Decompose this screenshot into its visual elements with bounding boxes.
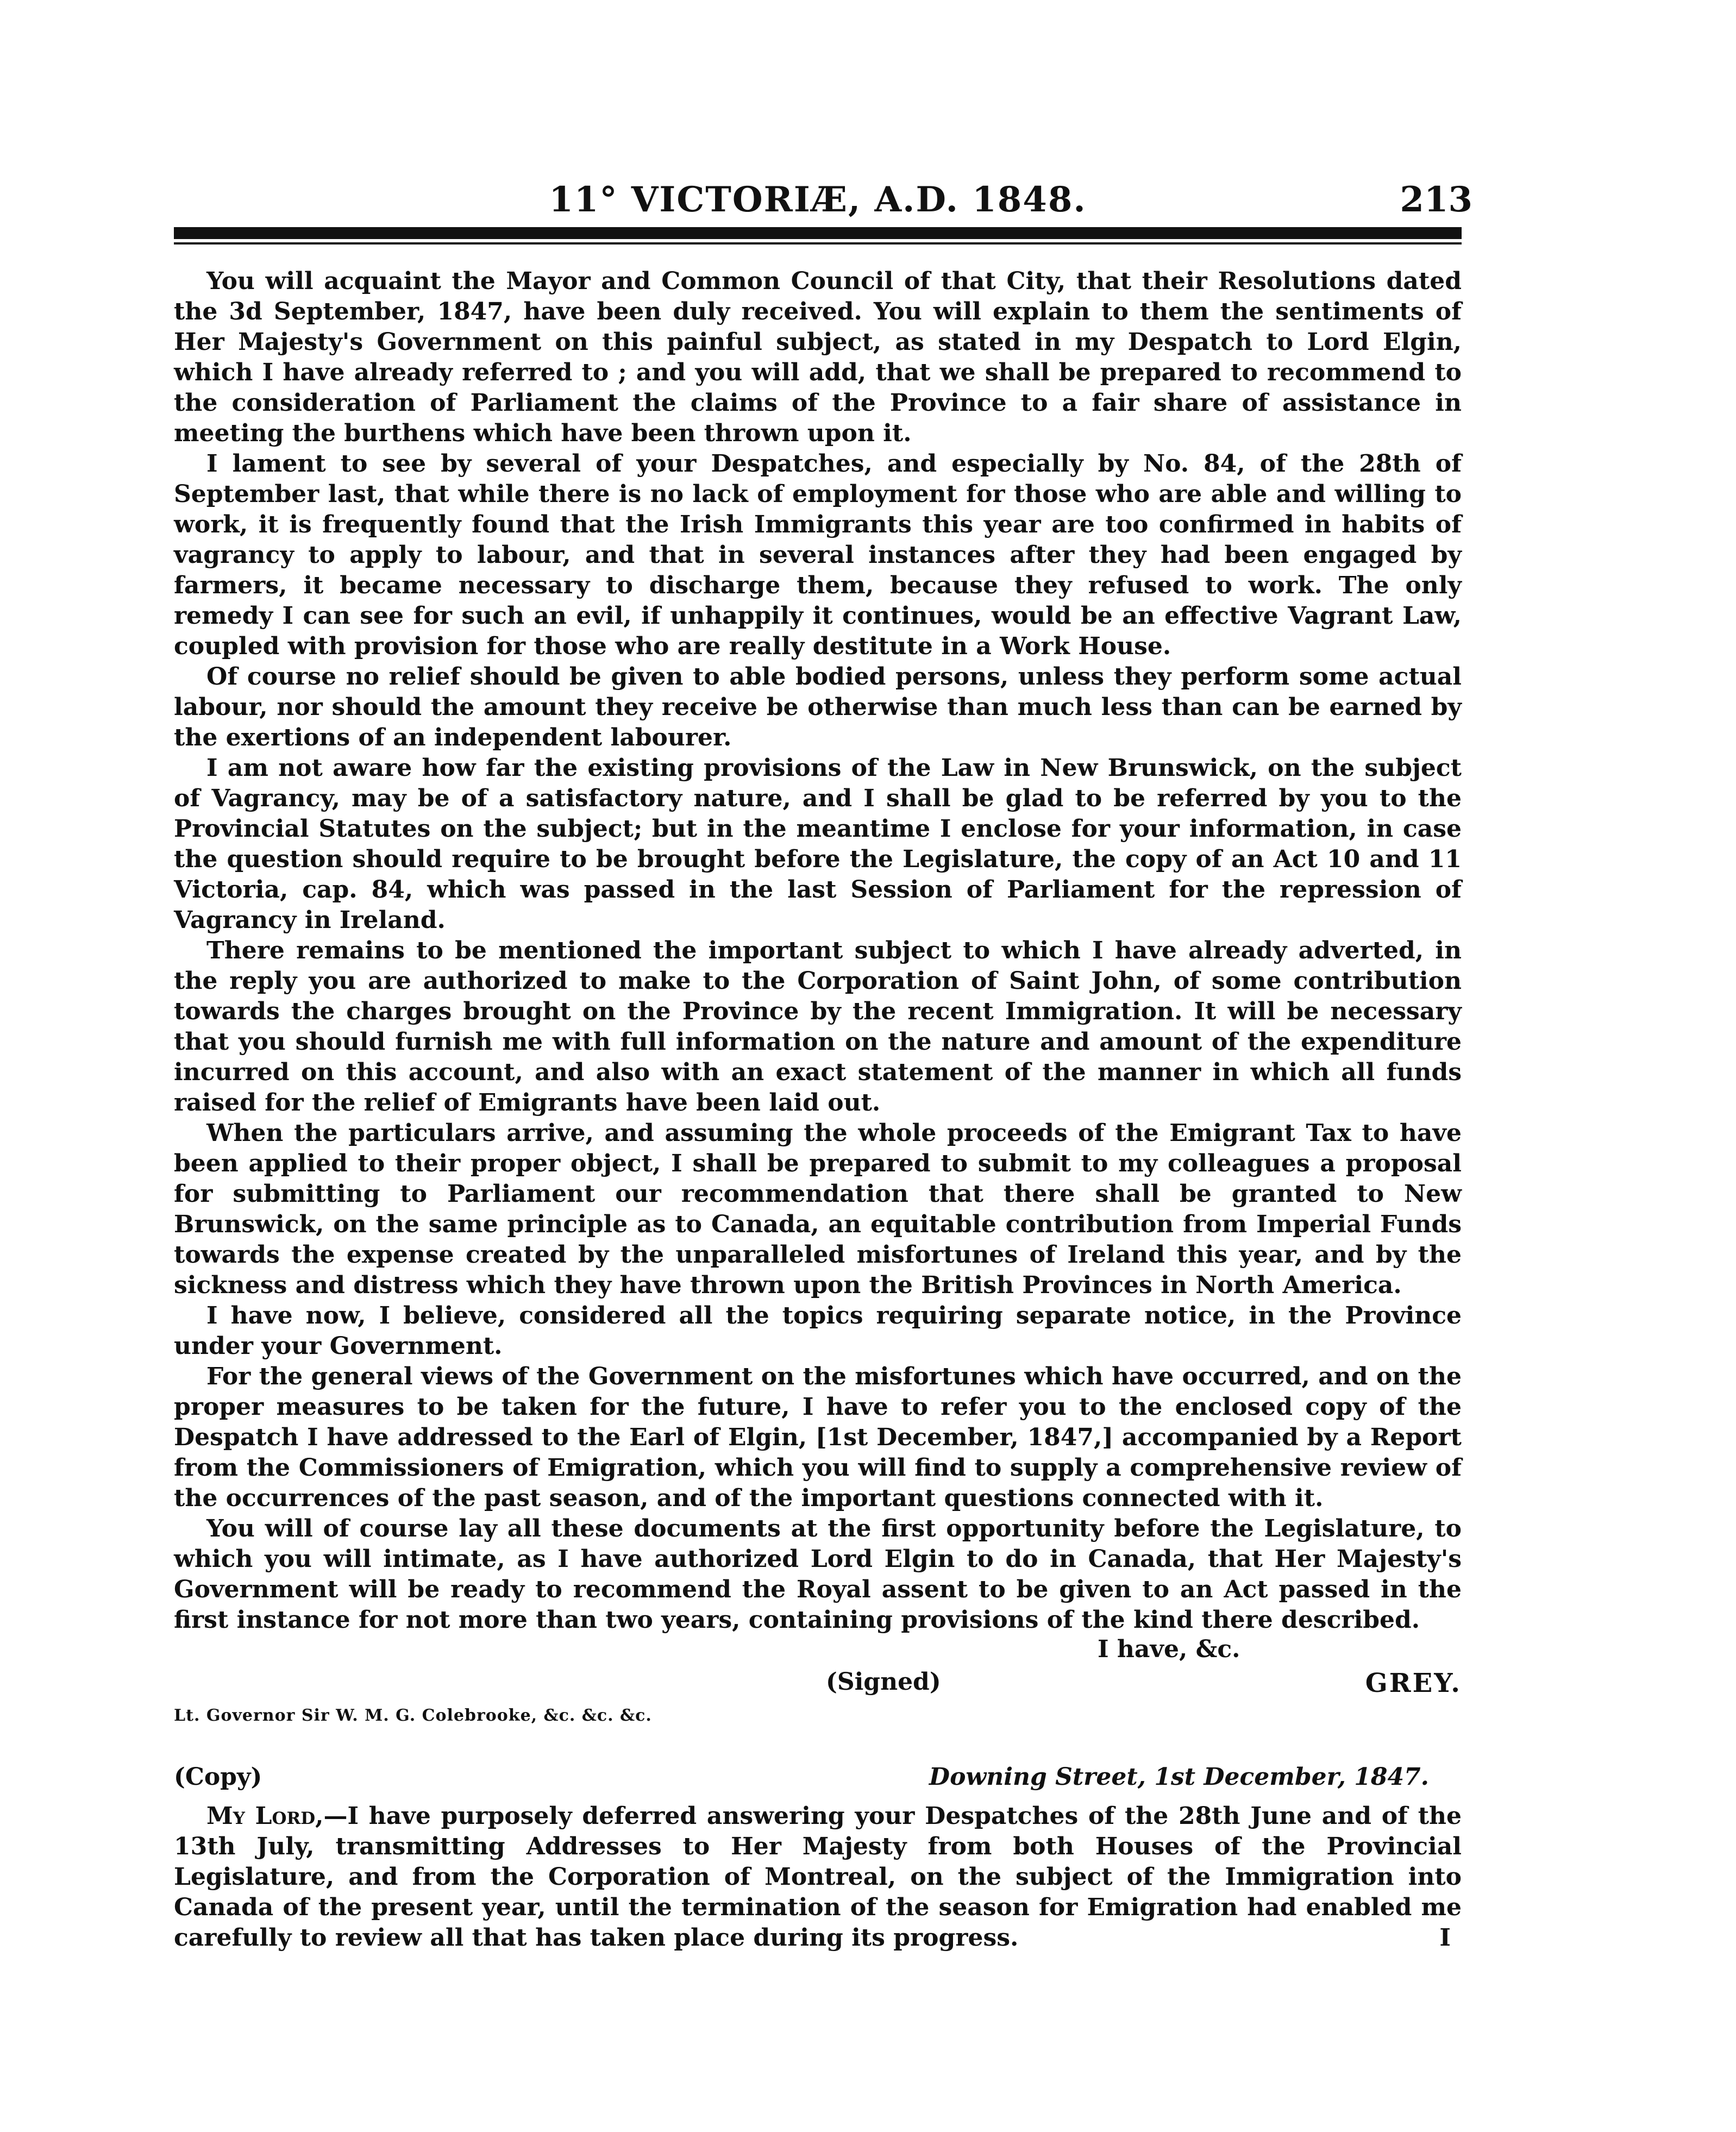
signatory-name: GREY.	[1365, 1668, 1462, 1698]
copy-label: (Copy)	[174, 1763, 262, 1791]
addressee-line: Lt. Governor Sir W. M. G. Colebrooke, &c. &c. &c.	[174, 1706, 652, 1725]
page-header	[174, 163, 1472, 223]
signed-label: (Signed)	[826, 1668, 941, 1696]
document-page	[174, 163, 1472, 1953]
running-title: 11° VICTORIÆ, A.D. 1848.	[549, 179, 1087, 220]
copy-dateline	[174, 1763, 1462, 1801]
salutation: My Lord,	[206, 1802, 324, 1830]
paragraph: You will acquaint the Mayor and Common Council of that City, that their Resolutions dated the 3d September, 1847, have been duly received. You will explain to them the sentiments of Her Majesty's Government on this painful subject, as stated in my Despatch to Lord Elgin, which I have already referred to ; and you will add, that we shall be prepared to recommend to the consideration of Parliament the claims of the Province to a fair share of assistance in meeting the burthens which have been thrown upon it.	[174, 267, 1462, 447]
paragraph: Of course no relief should be given to able bodied persons, unless they perform some actual labour, nor should the amount they receive be otherwise than much less than can be earned by the exertions of an independent labourer.	[174, 663, 1462, 751]
closing-formula: I have, &c.	[1098, 1635, 1240, 1663]
letter-body	[174, 266, 1462, 1635]
paragraph: I have now, I believe, considered all the topics requiring separate notice, in the Province under your Government.	[174, 1302, 1462, 1360]
paragraph: You will of course lay all these documents at the first opportunity before the Legislature, to which you will intimate, as I have authorized Lord Elgin to do in Canada, that Her Majesty's Government will be ready to recommend the Royal assent to be given to an Act passed in the first instance for not more than two years, containing provisions of the kind there described.	[174, 1515, 1462, 1634]
paragraph: I am not aware how far the existing provisions of the Law in New Brunswick, on the subject of Vagrancy, may be of a satisfactory nature, and I shall be glad to be referred by you to the Provincial Statutes on the subject; but in the meantime I enclose for your information, in case the question should require to be brought before the Legislature, the copy of an Act 10 and 11 Victoria, cap. 84, which was passed in the last Session of Parliament for the repression of Vagrancy in Ireland.	[174, 754, 1462, 934]
paragraph: There remains to be mentioned the important subject to which I have already adverted, in the reply you are authorized to make to the Corporation of Saint John, of some contribution towards the charges brought on the Province by the recent Immigration. It will be necessary that you should furnish me with full information on the nature and amount of the expenditure incurred on this account, and also with an exact statement of the manner in which all funds raised for the relief of Emigrants have been laid out.	[174, 937, 1462, 1117]
date-place: Downing Street, 1st December, 1847.	[929, 1763, 1429, 1791]
paragraph: For the general views of the Government on the misfortunes which have occurred, and on the proper measures to be taken for the future, I have to refer you to the enclosed copy of the Despatch I have addressed to the Earl of Elgin, [1st December, 1847,] accompanied by a Report from the Commissioners of Emigration, which you will find to supply a comprehensive review of the occurrences of the past season, and of the important questions connected with it.	[174, 1363, 1462, 1512]
copy-paragraph	[174, 1801, 1462, 1953]
paragraph: I lament to see by several of your Despatches, and especially by No. 84, of the 28th of September last, that while there is no lack of employment for those who are able and willing to work, it is frequently found that the Irish Immigrants this year are too confirmed in habits of vagrancy to apply to labour, and that in several instances after they had been engaged by farmers, it became necessary to discharge them, because they refused to work. The only remedy I can see for such an evil, if unhappily it continues, would be an effective Vagrant Law, coupled with provision for those who are really destitute in a Work House.	[174, 450, 1462, 660]
paragraph: When the particulars arrive, and assuming the whole proceeds of the Emigrant Tax to have been applied to their proper object, I shall be prepared to submit to my colleagues a proposal for submitting to Parliament our recommendation that there shall be granted to New Brunswick, on the same principle as to Canada, an equitable contribution from Imperial Funds towards the expense created by the unparalleled misfortunes of Ireland this year, and by the sickness and distress which they have thrown upon the British Provinces in North America.	[174, 1119, 1462, 1299]
catchword: I	[1439, 1924, 1451, 1952]
page-number: 213	[1400, 179, 1472, 220]
letter-closing	[174, 1635, 1462, 1701]
copy-body-text: —I have purposely deferred answering your Despatches of the 28th June and of the 13th July, transmitting Addresses to Her Majesty from both Houses of the Provincial Legislature, and from the Corporation of Montreal, on the subject of the Immigration into Canada of the present year, until the termination of the season for Emigration had enabled me carefully to review all that has taken place during its progress.	[174, 1802, 1462, 1952]
header-rule-thick	[174, 227, 1462, 239]
header-rule-thin	[174, 242, 1462, 244]
